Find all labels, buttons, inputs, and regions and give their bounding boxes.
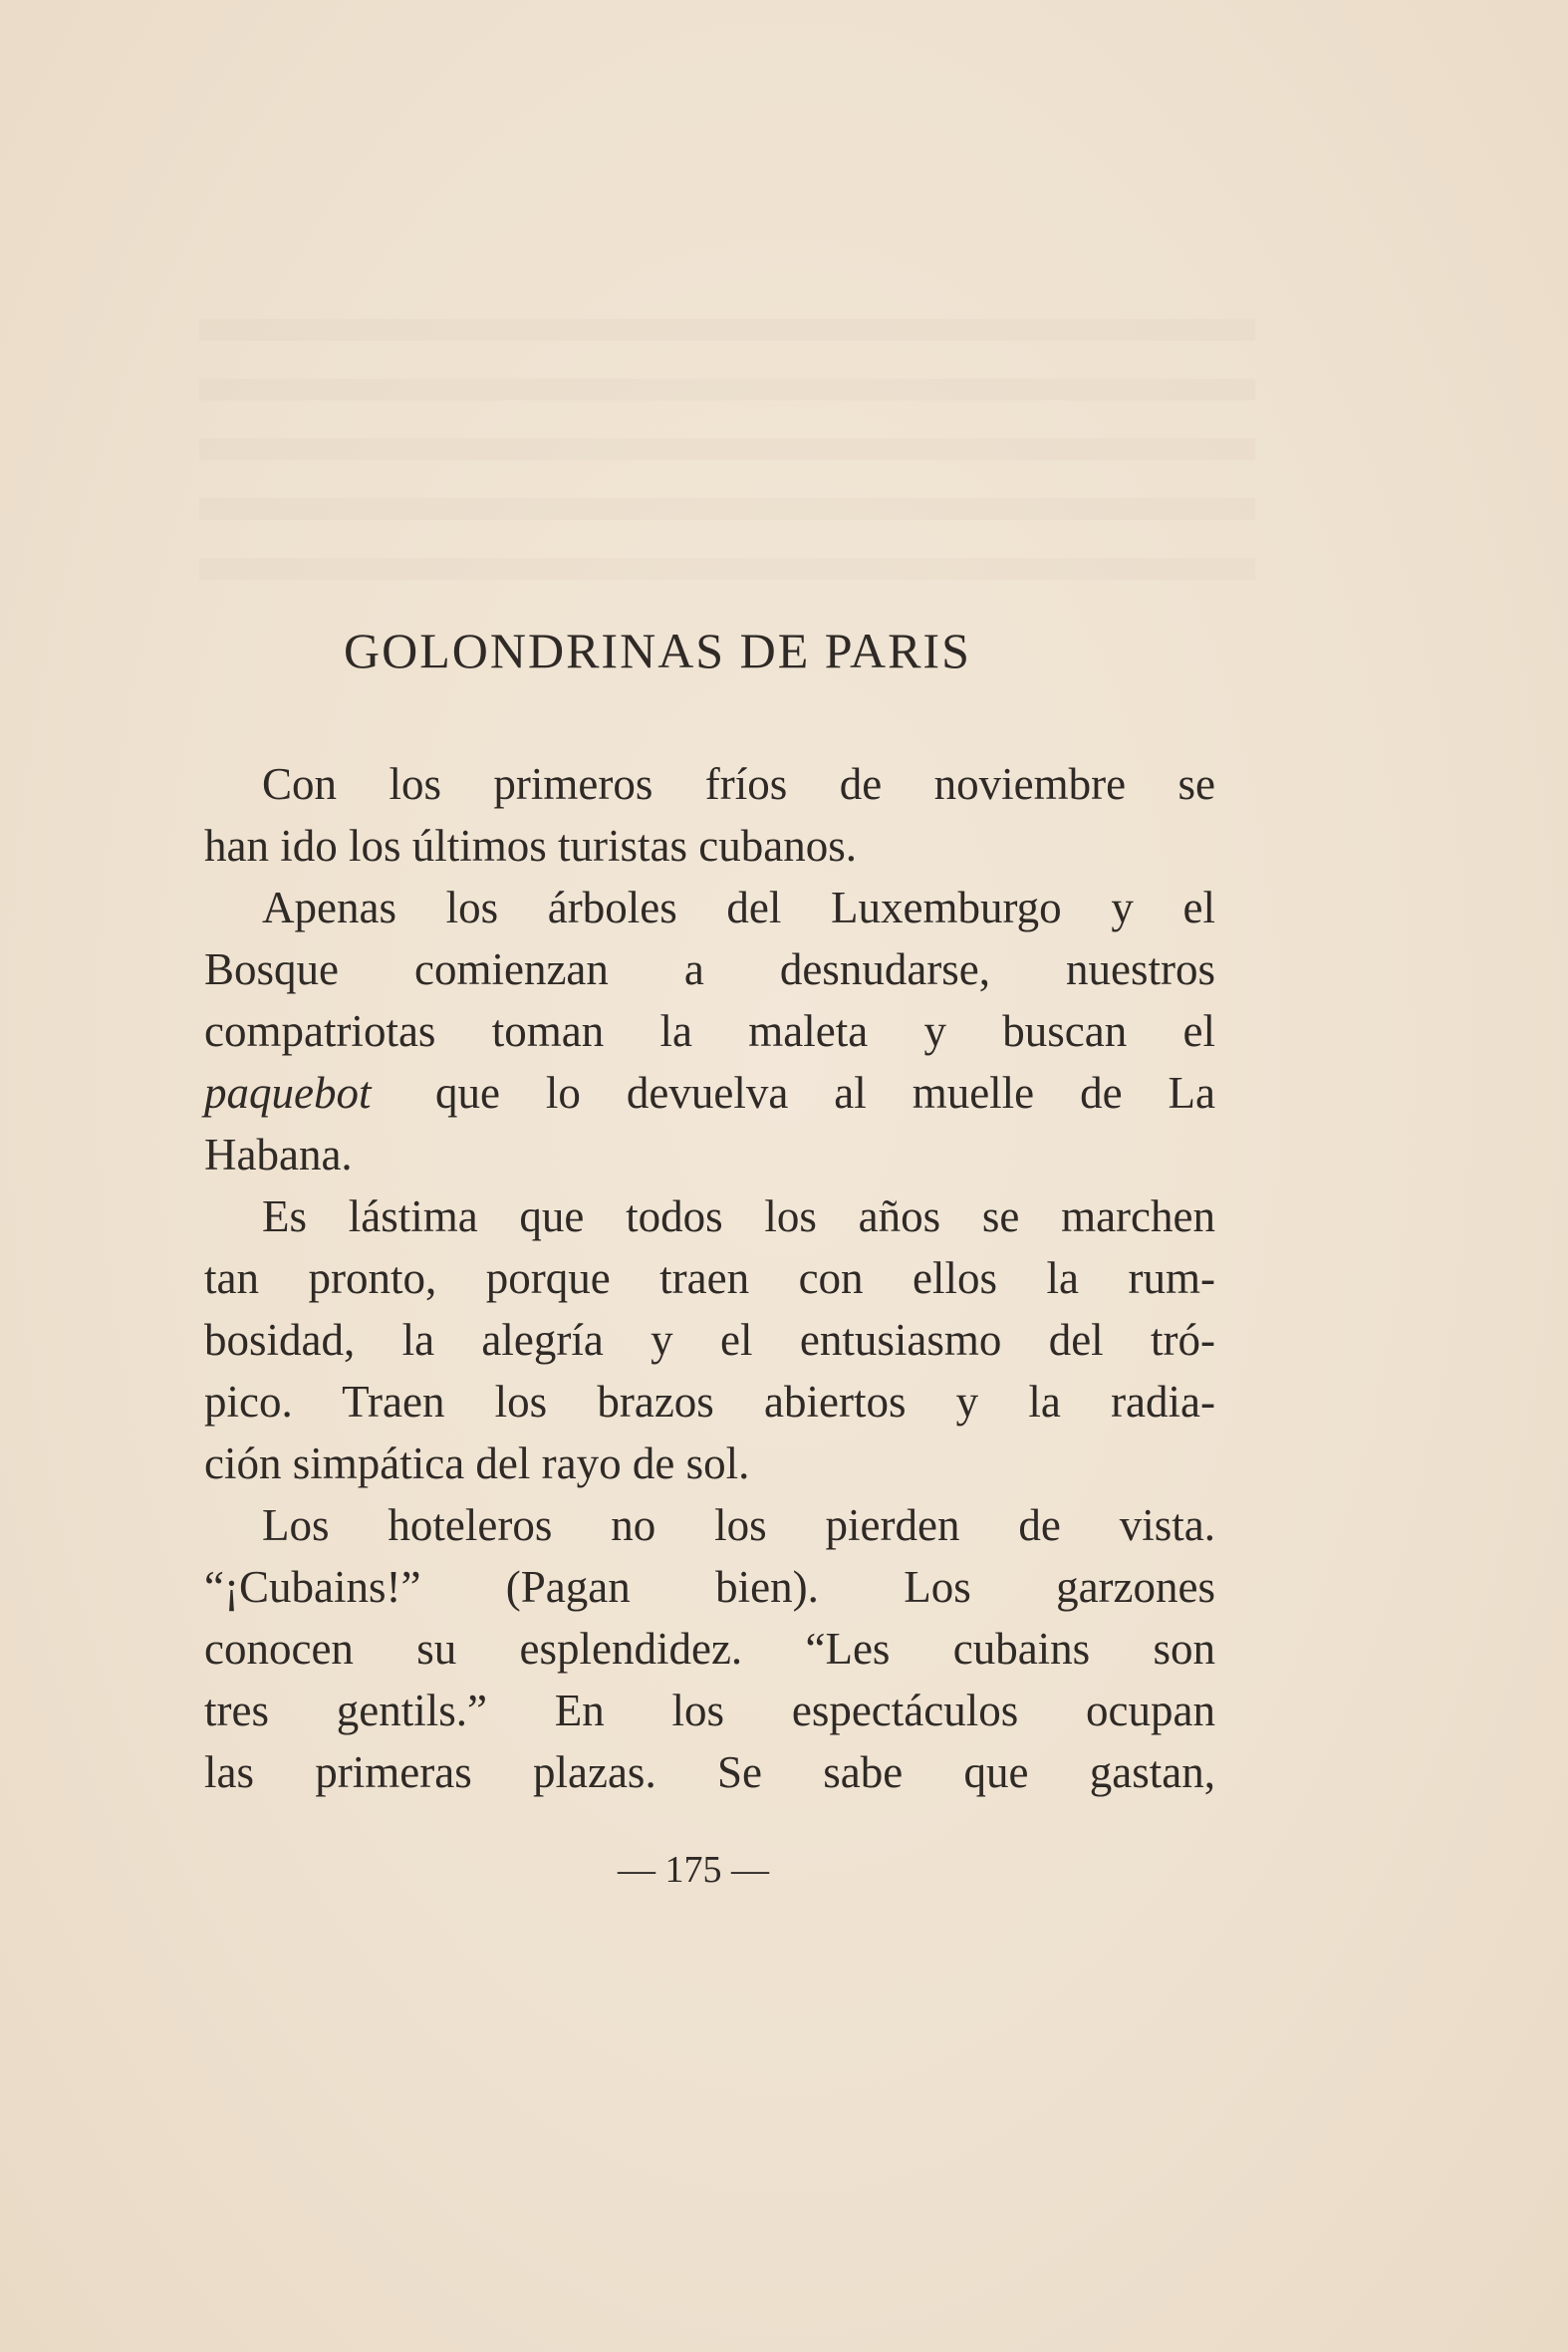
text-line: tan pronto, porque traen con ellos la rum-	[204, 1253, 1215, 1303]
text-line: bosidad, la alegría y el entusiasmo del tró-	[204, 1315, 1215, 1365]
text-line: que lo devuelva al muelle de La	[435, 1068, 1215, 1118]
text-line-with-italic	[204, 1062, 1215, 1124]
text-line: Bosque comienzan a desnudarse, nuestros	[204, 944, 1215, 994]
text-line: conocen su esplendidez. “Les cubains son	[204, 1624, 1215, 1674]
text-line: “¡Cubains!” (Pagan bien). Los garzones	[204, 1562, 1215, 1612]
text-line: Habana.	[204, 1130, 353, 1179]
text-line: Apenas los árboles del Luxemburgo y el	[262, 883, 1215, 932]
show-through-text	[199, 319, 1255, 618]
page-number: — 175 —	[618, 1849, 769, 1891]
italic-word: paquebot	[204, 1068, 372, 1118]
text-line: Los hoteleros no los pierden de vista.	[262, 1500, 1215, 1550]
text-line: compatriotas toman la maleta y buscan el	[204, 1006, 1215, 1056]
text-line: Con los primeros fríos de noviembre se	[262, 759, 1215, 809]
text-line: tres gentils.” En los espectáculos ocupan	[204, 1686, 1215, 1735]
text-line: las primeras plazas. Se sabe que gastan,	[204, 1747, 1215, 1797]
text-line: han ido los últimos turistas cubanos.	[204, 821, 857, 871]
text-line: pico. Traen los brazos abiertos y la radia-	[204, 1377, 1215, 1427]
text-line: Es lástima que todos los años se marchen	[262, 1191, 1215, 1241]
text-line: ción simpática del rayo de sol.	[204, 1438, 750, 1488]
chapter-title: GOLONDRINAS DE PARIS	[344, 623, 971, 678]
